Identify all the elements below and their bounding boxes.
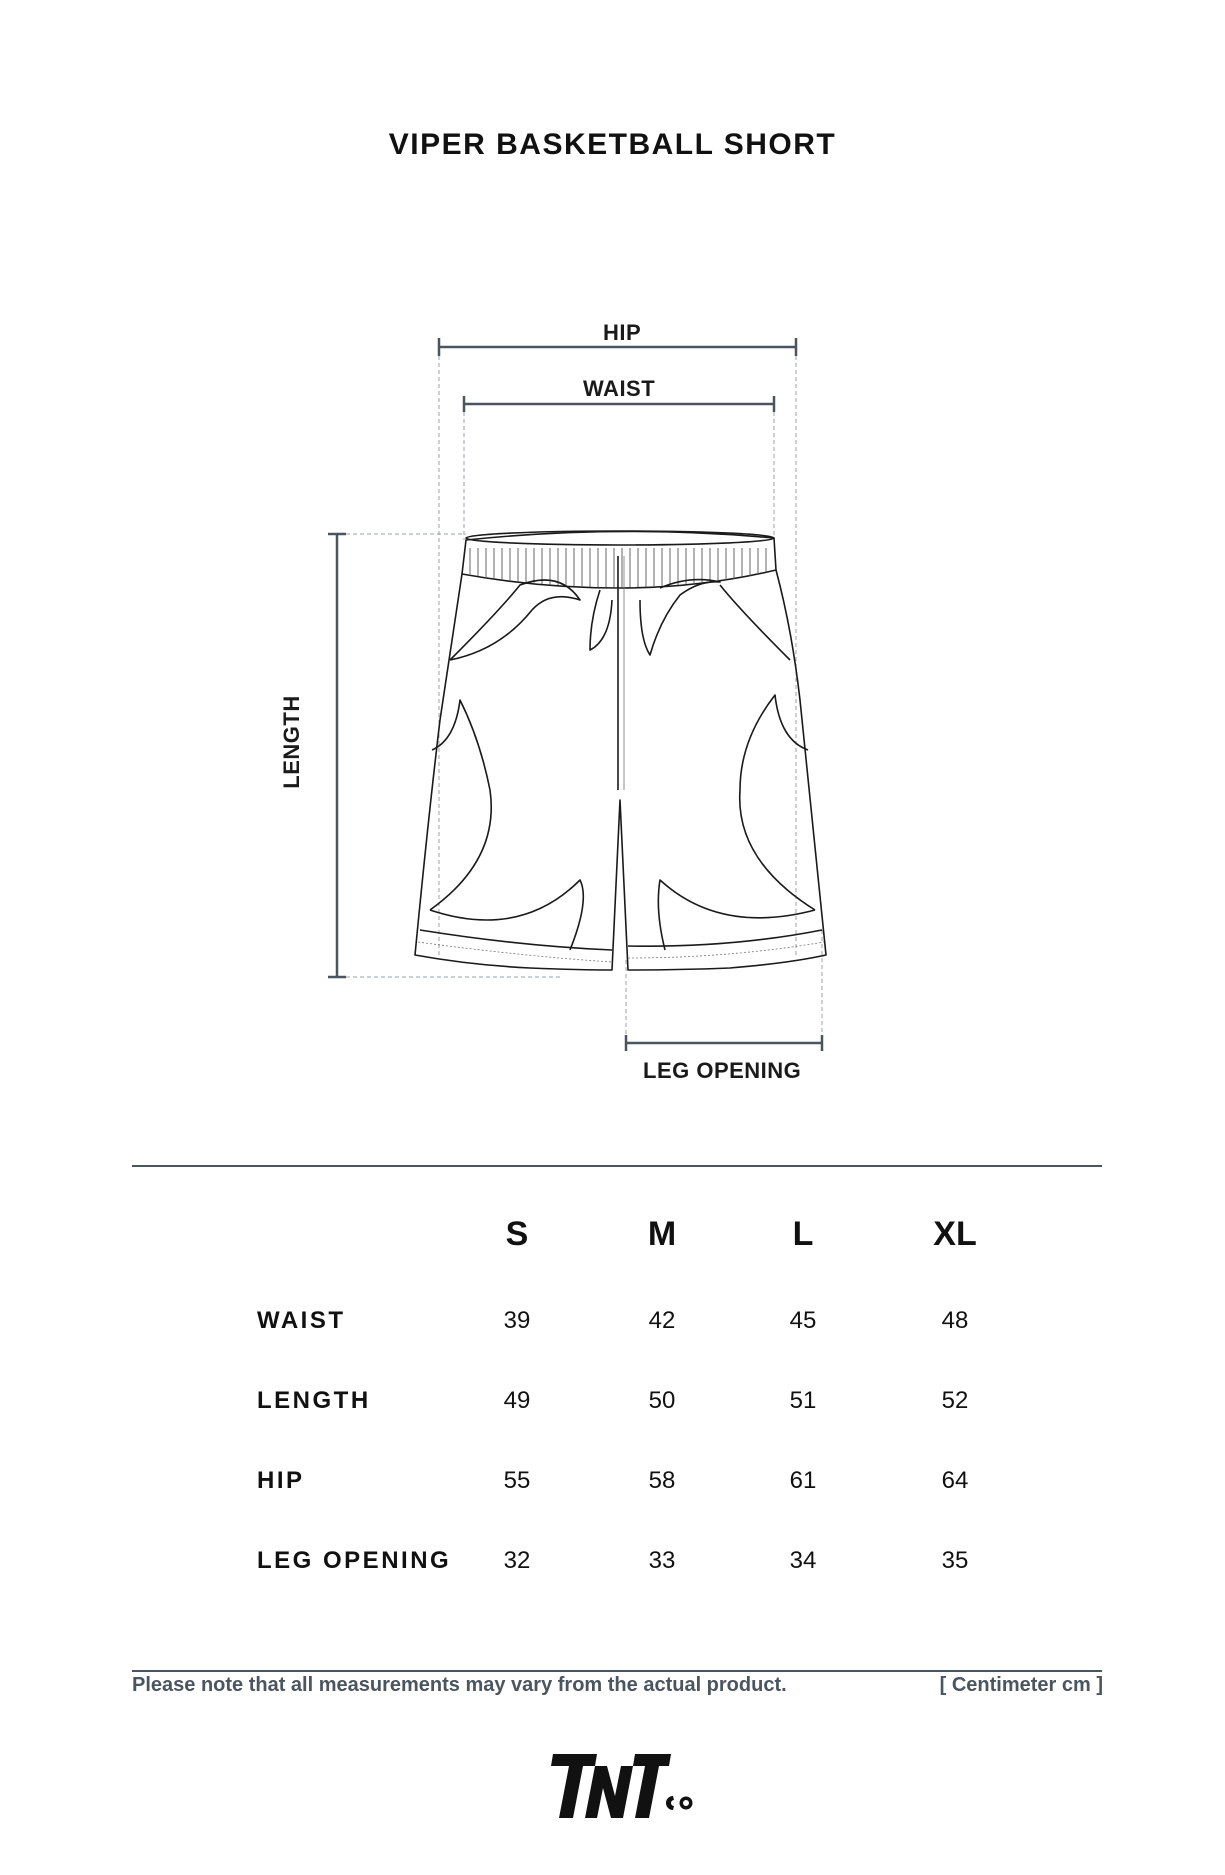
size-header-xl: XL (933, 1215, 977, 1253)
cell-waist-xl: 48 (941, 1307, 969, 1334)
cell-waist-s: 39 (503, 1307, 531, 1334)
cell-hip-m: 58 (648, 1467, 676, 1494)
cell-waist-m: 42 (648, 1307, 676, 1334)
brand-logo (545, 1752, 695, 1822)
size-header-l: L (792, 1215, 814, 1253)
cell-hip-l: 61 (789, 1467, 817, 1494)
footer-divider (132, 1670, 1102, 1672)
cell-leg-opening-l: 34 (789, 1547, 817, 1574)
unit-note: [ Centimeter cm ] (939, 1674, 1103, 1696)
row-label-length: LENGTH (257, 1387, 371, 1414)
size-header-m: M (647, 1215, 677, 1253)
cell-leg-opening-s: 32 (503, 1547, 531, 1574)
leg-opening-label: LEG OPENING (643, 1058, 802, 1083)
page-title: VIPER BASKETBALL SHORT (388, 128, 837, 161)
length-label: LENGTH (279, 695, 304, 789)
row-label-leg-opening: LEG OPENING (257, 1547, 452, 1574)
cell-leg-opening-m: 33 (648, 1547, 676, 1574)
cell-length-xl: 52 (941, 1387, 969, 1414)
cell-hip-s: 55 (503, 1467, 531, 1494)
cell-leg-opening-xl: 35 (941, 1547, 969, 1574)
cell-hip-xl: 64 (941, 1467, 969, 1494)
measurement-disclaimer: Please note that all measurements may vary from the actual product. (132, 1674, 787, 1696)
waistband (462, 531, 776, 588)
shorts-body (415, 570, 826, 970)
cell-length-m: 50 (648, 1387, 676, 1414)
size-header-s: S (505, 1215, 529, 1253)
row-label-waist: WAIST (257, 1307, 346, 1334)
cell-length-l: 51 (789, 1387, 817, 1414)
cell-length-s: 49 (503, 1387, 531, 1414)
waist-label: WAIST (583, 376, 656, 401)
row-label-hip: HIP (257, 1467, 305, 1494)
cell-waist-l: 45 (789, 1307, 817, 1334)
table-top-divider (132, 1165, 1102, 1167)
hip-label: HIP (603, 320, 642, 345)
